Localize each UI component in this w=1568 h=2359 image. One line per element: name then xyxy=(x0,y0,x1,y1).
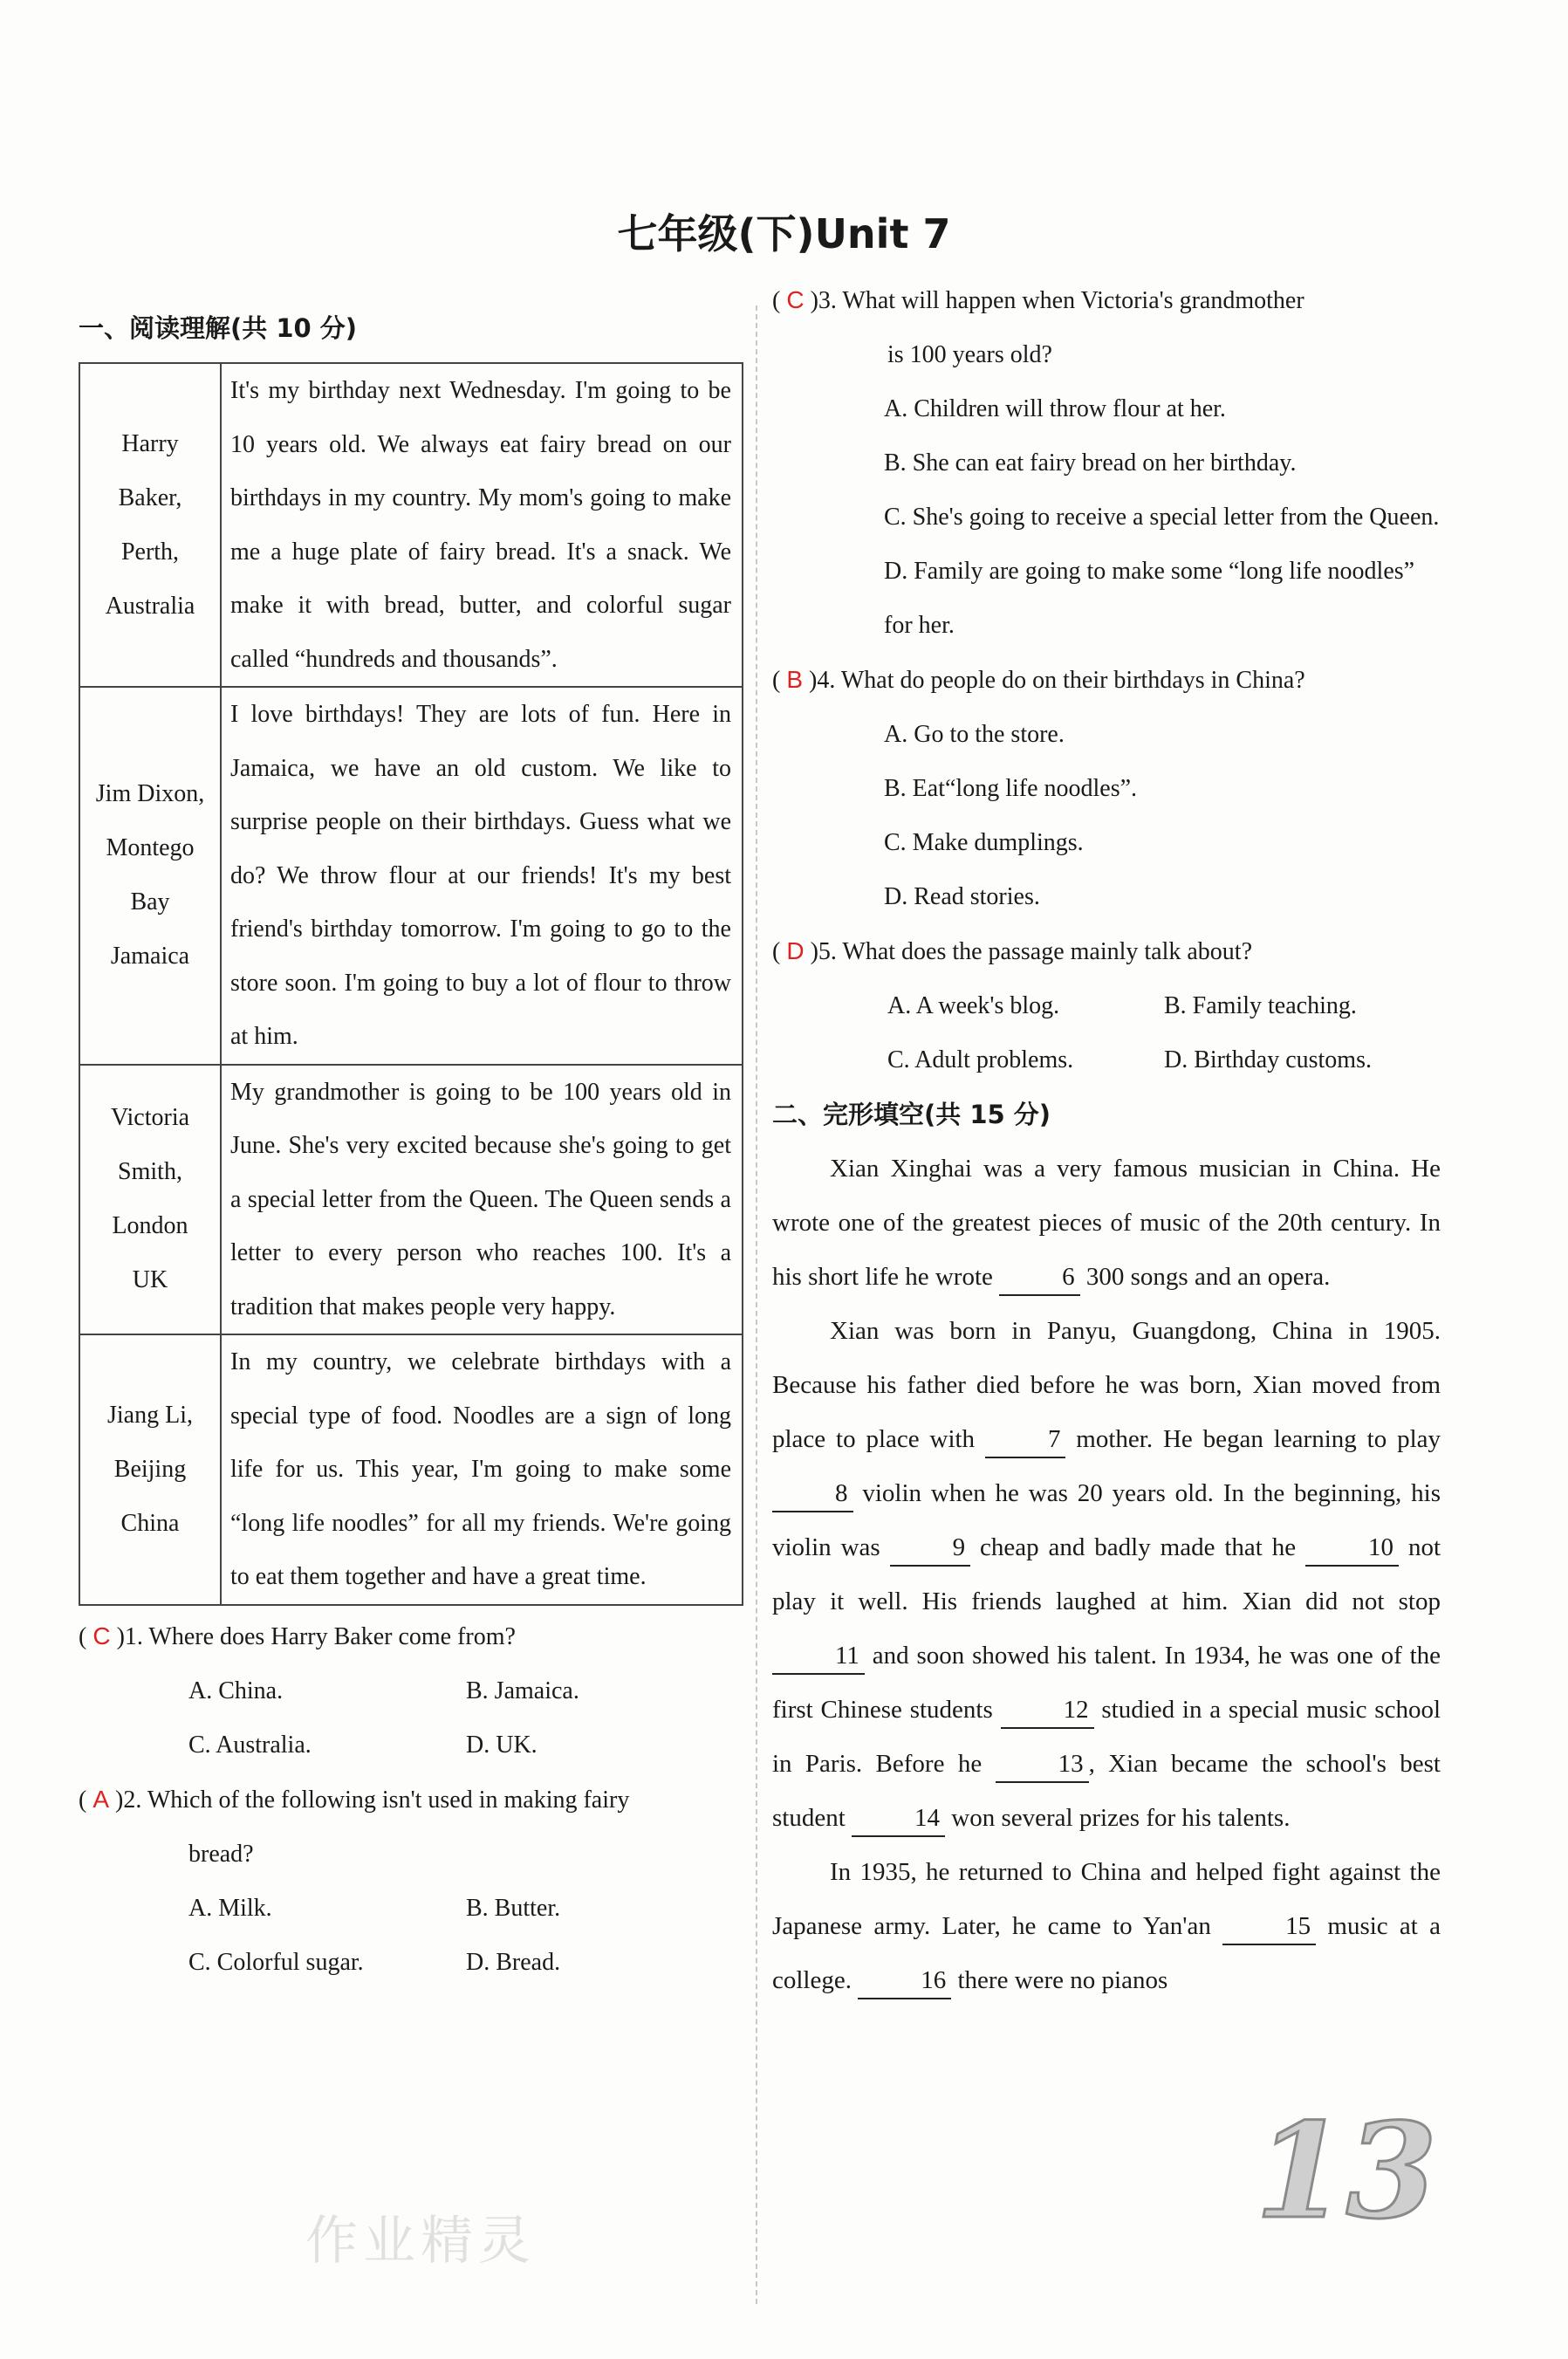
person-line: Jim Dixon, xyxy=(95,780,205,808)
cloze-blank: 13 xyxy=(996,1746,1089,1783)
reading-row xyxy=(79,1065,743,1335)
question-text: What do people do on their birthdays in China? xyxy=(835,667,1305,694)
person-line: Bay xyxy=(130,888,170,916)
right-questions xyxy=(772,273,1441,1087)
question-continuation: bread? xyxy=(188,1840,254,1868)
person-line: Harry xyxy=(121,429,179,457)
question xyxy=(772,273,1441,653)
answer-letter: D xyxy=(786,937,805,964)
section2-heading: 二、完形填空(共 15 分) xyxy=(772,1100,1051,1129)
cloze-text: In 1935, he returned to China and helped fight against the Japanese army. Later, he came to Yan'an xyxy=(772,1858,1441,1940)
answer-paren: ( A )2. xyxy=(79,1785,142,1814)
cloze-text: mother. He began learning to play xyxy=(1065,1425,1441,1453)
answer-paren: ( C )1. xyxy=(79,1622,143,1650)
option: A. A week's blog. xyxy=(887,992,1060,1019)
cloze-blank: 11 xyxy=(772,1638,865,1675)
option: C. Adult problems. xyxy=(887,1046,1074,1073)
reading-person xyxy=(79,363,221,687)
option: A. Children will throw flour at her. xyxy=(884,395,1226,422)
reading-table xyxy=(79,362,743,1606)
question xyxy=(79,1609,743,1773)
cloze-text: 300 songs and an opera. xyxy=(1079,1263,1331,1291)
reading-person xyxy=(79,1334,221,1605)
option: C. Australia. xyxy=(188,1731,312,1759)
question xyxy=(772,924,1441,1087)
question-stem xyxy=(772,924,1441,979)
reading-row xyxy=(79,363,743,687)
cloze-paragraph-3 xyxy=(772,1845,1441,2007)
cloze-paragraph-1 xyxy=(772,1142,1441,1304)
cloze-text: and soon showed his talent. In 1934, he was one of the first Chinese students xyxy=(772,1642,1441,1724)
option-row xyxy=(79,1936,743,1990)
reading-text: I love birthdays! They are lots of fun. Here in Jamaica, we have an old custom. We like to surprise people on their birthdays. Guess what we do? We throw flour at our friends! It's my best friend's birthday tomorrow. I'm going to go to the store soon. I'm going to buy a lot of flour to throw at him. xyxy=(221,687,743,1065)
cloze-blank: 9 xyxy=(890,1530,971,1567)
reading-person xyxy=(79,1065,221,1335)
cloze-passage xyxy=(772,1142,1441,2007)
answer-letter: A xyxy=(92,1785,110,1813)
cloze-text: Xian was born in Panyu, Guangdong, China in 1905. Because his father died before he was born, Xian moved from place to place with xyxy=(772,1317,1441,1453)
option-row xyxy=(79,1664,743,1718)
option: B. Butter. xyxy=(466,1894,561,1922)
question-text: Where does Harry Baker come from? xyxy=(142,1622,516,1650)
cloze-text: won several prizes for his talents. xyxy=(945,1804,1291,1832)
question-text: What will happen when Victoria's grandmother xyxy=(836,287,1304,314)
reading-text: It's my birthday next Wednesday. I'm going to be 10 years old. We always eat fairy bread on our birthdays in my country. My mom's going to make me a huge plate of fairy bread. It's a snack. We make it with bread, butter, and colorful sugar called “hundreds and thousands”. xyxy=(221,363,743,687)
page-title: 七年级(下)Unit 7 xyxy=(617,210,951,257)
page-number: 13 xyxy=(1255,2095,1437,2248)
question-stem xyxy=(79,1609,743,1664)
option: C. Make dumplings. xyxy=(884,829,1084,856)
left-column xyxy=(79,301,743,1990)
option: D. UK. xyxy=(466,1731,538,1759)
option: D. Birthday customs. xyxy=(1164,1046,1372,1073)
option: A. Milk. xyxy=(188,1894,272,1922)
option: C. Colorful sugar. xyxy=(188,1948,364,1976)
person-line: Jamaica xyxy=(110,943,190,970)
right-column xyxy=(772,286,1441,2007)
answer-letter: B xyxy=(786,666,804,693)
answer-letter: C xyxy=(786,286,805,313)
cloze-text: violin when he was 20 years old. In the beginning, his violin was xyxy=(772,1479,1441,1561)
reading-row xyxy=(79,1334,743,1605)
cloze-blank: 8 xyxy=(772,1476,853,1512)
question-stem xyxy=(772,653,1441,708)
option-row xyxy=(79,1882,743,1936)
person-line: Smith, xyxy=(118,1158,182,1186)
question-continuation: is 100 years old? xyxy=(887,341,1052,368)
question xyxy=(772,653,1441,924)
option: C. She's going to receive a special letter from the Queen. xyxy=(884,504,1440,531)
cloze-paragraph-2 xyxy=(772,1304,1441,1845)
reading-text: My grandmother is going to be 100 years old in June. She's very excited because she's going to get a special letter from the Queen. The Queen sends a letter to every person who reaches 100. It's a tradition that makes people very happy. xyxy=(221,1065,743,1335)
answer-paren: ( B )4. xyxy=(772,666,836,694)
cloze-text: studied in a special music school in Paris. Before he xyxy=(772,1696,1441,1778)
cloze-blank: 16 xyxy=(858,1963,951,1999)
person-line: Jiang Li, xyxy=(107,1401,193,1429)
cloze-text: , Xian became the school's best student xyxy=(772,1750,1441,1832)
option: B. Jamaica. xyxy=(466,1677,579,1704)
person-line: China xyxy=(120,1509,180,1537)
cloze-text: not play it well. His friends laughed at him. Xian did not stop xyxy=(772,1533,1441,1615)
column-divider xyxy=(756,305,757,2304)
reading-person xyxy=(79,687,221,1065)
answer-paren: ( C )3. xyxy=(772,286,837,314)
cloze-blank: 15 xyxy=(1222,1909,1316,1945)
cloze-blank: 6 xyxy=(999,1259,1080,1296)
option: D. Read stories. xyxy=(884,883,1040,910)
cloze-text: cheap and badly made that he xyxy=(970,1533,1306,1561)
reading-text: In my country, we celebrate birthdays with a special type of food. Noodles are a sign of long life for us. This year, I'm going to make some “long life noodles” for all my friends. We're going to eat them together and have a great time. xyxy=(221,1334,743,1605)
person-line: Beijing xyxy=(113,1455,187,1483)
person-line: Baker, xyxy=(118,483,182,511)
option: B. Family teaching. xyxy=(1164,992,1357,1019)
cloze-blank: 14 xyxy=(852,1800,945,1837)
person-line: Perth, xyxy=(120,538,180,566)
option: A. China. xyxy=(188,1677,284,1704)
cloze-blank: 12 xyxy=(1001,1692,1094,1729)
option-row xyxy=(79,1718,743,1773)
section1-heading: 一、阅读理解(共 10 分) xyxy=(79,313,358,343)
cloze-text: music at a college. xyxy=(772,1912,1441,1994)
question-text: What does the passage mainly talk about? xyxy=(836,938,1253,965)
option-row xyxy=(772,1033,1441,1087)
question-stem xyxy=(79,1773,743,1828)
watermark: 作业精灵 xyxy=(305,2211,536,2272)
question-stem xyxy=(772,273,1441,328)
reading-row xyxy=(79,687,743,1065)
answer-letter: C xyxy=(92,1622,111,1649)
question xyxy=(79,1773,743,1990)
person-line: Australia xyxy=(105,592,195,620)
left-questions xyxy=(79,1609,743,1990)
option: D. Family are going to make some “long life noodles” for her. xyxy=(884,558,1415,639)
option: A. Go to the store. xyxy=(884,721,1065,748)
option-row xyxy=(772,979,1441,1033)
cloze-blank: 7 xyxy=(985,1422,1066,1458)
person-line: Montego xyxy=(106,834,195,862)
person-line: UK xyxy=(132,1266,168,1294)
answer-paren: ( D )5. xyxy=(772,937,837,965)
cloze-text: Xian Xinghai was a very famous musician in China. He wrote one of the greatest pieces of music of the 20th century. In his short life he wrote xyxy=(772,1155,1441,1291)
option: B. She can eat fairy bread on her birthday. xyxy=(884,449,1297,477)
cloze-blank: 10 xyxy=(1305,1530,1399,1567)
question-text: Which of the following isn't used in making fairy xyxy=(141,1786,630,1814)
person-line: Victoria xyxy=(110,1104,190,1132)
option: B. Eat“long life noodles”. xyxy=(884,775,1138,802)
cloze-text: there were no pianos xyxy=(951,1966,1168,1994)
person-line: London xyxy=(112,1212,188,1240)
option: D. Bread. xyxy=(466,1948,561,1976)
